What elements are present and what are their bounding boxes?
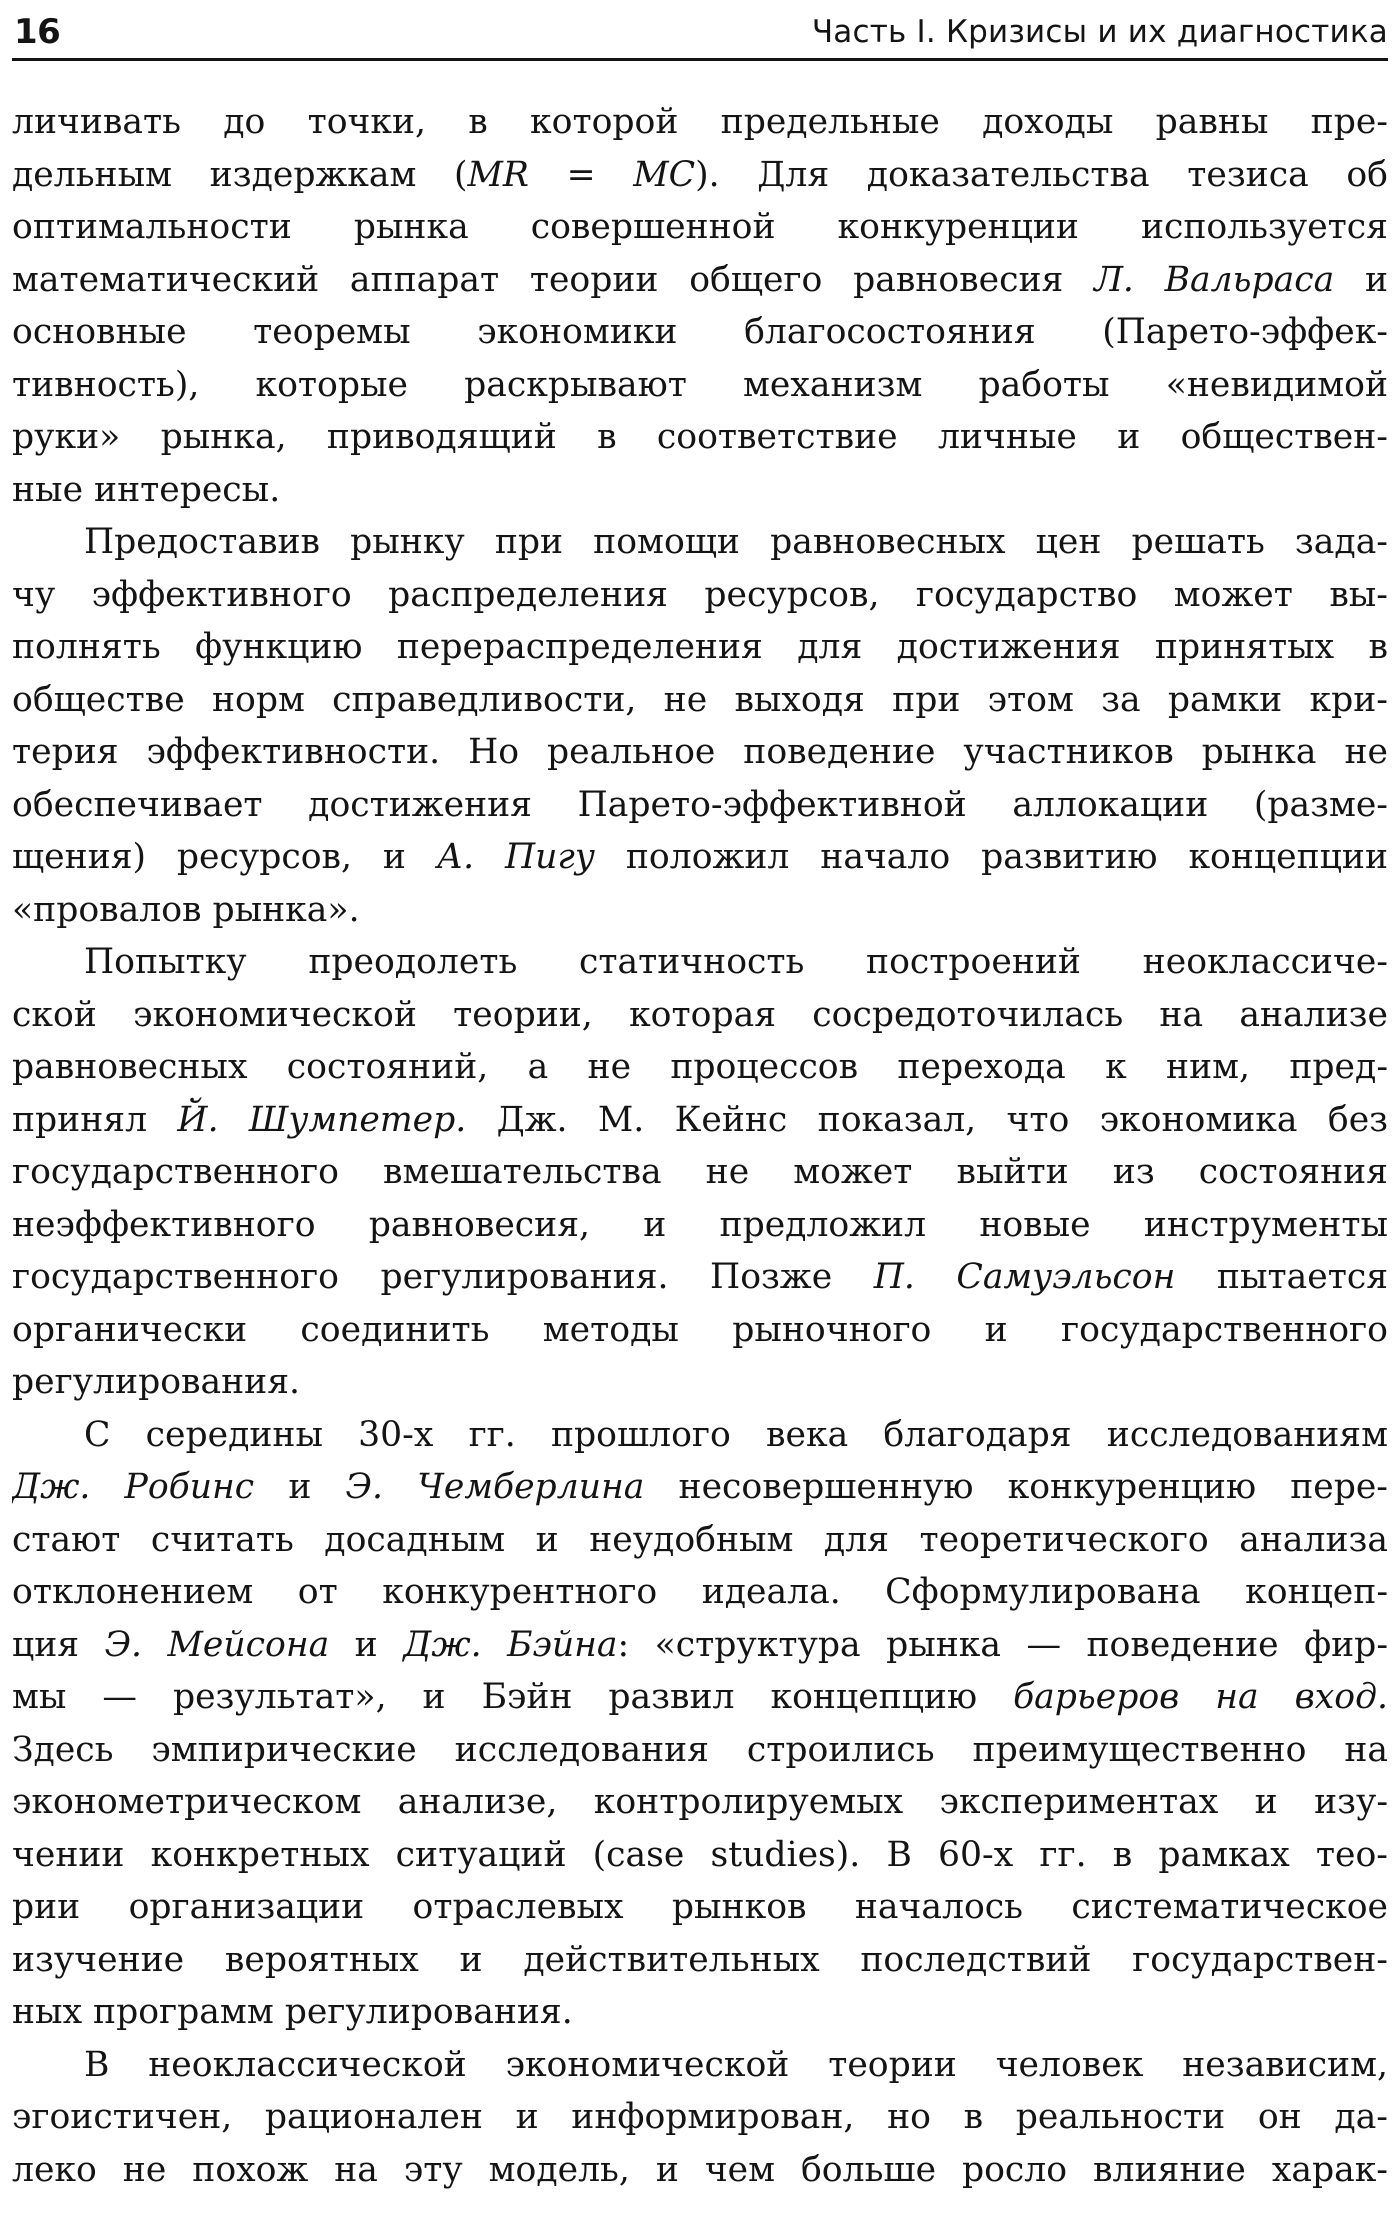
text-line xyxy=(12,674,1388,727)
text-line xyxy=(12,1199,1388,1252)
text-line xyxy=(12,2144,1388,2197)
text-line xyxy=(12,516,1388,569)
text-line xyxy=(12,1776,1388,1829)
running-head: Часть I. Кризисы и их диагностика xyxy=(811,14,1388,50)
text-line xyxy=(12,831,1388,884)
text-line xyxy=(12,1461,1388,1514)
text-span: : «структура рынка — поведение фир- xyxy=(617,1624,1388,1665)
text-line xyxy=(12,884,1388,937)
text-span: математический аппарат теории общего равновесия xyxy=(12,259,1095,300)
text-span: регулирования. xyxy=(12,1362,301,1402)
text-span: Здесь эмпирические исследования строились преимущественно на xyxy=(12,1729,1388,1770)
text-span: государственного вмешательства не может выйти из состояния xyxy=(12,1152,1388,1192)
italic-name-span: Л. Вальраса xyxy=(1094,259,1335,300)
text-line xyxy=(12,1671,1388,1724)
italic-name-span: MR = MC xyxy=(467,154,696,195)
italic-name-span: Дж. Бэйна xyxy=(403,1624,618,1665)
text-line xyxy=(12,1724,1388,1777)
text-span: эгоистичен, рационален и информирован, но в реальности он да- xyxy=(12,2097,1388,2137)
text-span: обществе норм справедливости, не выходя при этом за рамки кри- xyxy=(12,679,1388,720)
text-line xyxy=(12,1619,1388,1672)
text-span: неэффективного равновесия, и предложил новые инструменты xyxy=(12,1204,1388,1245)
text-line xyxy=(12,2091,1388,2144)
text-span: рии организации отраслевых рынков началось систематическое xyxy=(12,1887,1388,1927)
text-span: дельным издержкам ( xyxy=(12,154,468,195)
text-span: щения) ресурсов, и xyxy=(12,837,437,877)
text-span: несовершенную конкуренцию пере- xyxy=(644,1467,1388,1507)
text-line xyxy=(12,2039,1388,2092)
text-span: леко не похож на эту модель, и чем больше росло влияние харак- xyxy=(12,2149,1388,2190)
text-span: изучение вероятных и действительных последствий государствен- xyxy=(12,1939,1388,1980)
text-span: ской экономической теории, которая сосредоточилась на анализе xyxy=(12,994,1388,1035)
text-line xyxy=(12,1881,1388,1934)
text-line xyxy=(12,1829,1388,1882)
text-line xyxy=(12,464,1388,517)
text-line xyxy=(12,936,1388,989)
text-span: ция xyxy=(12,1624,105,1665)
text-span: положил начало развитию концепции xyxy=(594,837,1388,877)
text-line xyxy=(12,1356,1388,1409)
text-line xyxy=(12,1514,1388,1567)
italic-name-span: Й. Шумпетер. xyxy=(177,1099,467,1140)
text-span: ных программ регулирования. xyxy=(12,1992,573,2032)
text-span: личивать до точки, в которой предельные доходы равны пре- xyxy=(12,102,1388,142)
text-span: Предоставив рынку при помощи равновесных цен решать зада- xyxy=(84,522,1388,562)
text-span: В неоклассической экономической теории человек независим, xyxy=(84,2044,1388,2085)
text-span: Дж. М. Кейнс показал, что экономика без xyxy=(466,1099,1388,1140)
text-line xyxy=(12,1986,1388,2039)
text-line xyxy=(12,779,1388,832)
text-span: мы — результат», и Бэйн развил концепцию xyxy=(12,1677,1014,1717)
text-line xyxy=(12,149,1388,202)
text-span: органически соединить методы рыночного и государственного xyxy=(12,1309,1388,1350)
text-line xyxy=(12,359,1388,412)
page-number: 16 xyxy=(14,12,61,52)
text-line xyxy=(12,201,1388,254)
text-span: С середины 30-х гг. прошлого века благодаря исследованиям xyxy=(84,1414,1388,1455)
text-span: чу эффективного распределения ресурсов, государство может вы- xyxy=(12,574,1388,615)
text-span: и xyxy=(1334,259,1388,300)
text-span: равновесных состояний, а не процессов перехода к ним, пред- xyxy=(12,1047,1388,1087)
text-span: ные интересы. xyxy=(12,469,281,510)
italic-name-span: А. Пигу xyxy=(436,837,595,877)
text-span: пытается xyxy=(1175,1257,1388,1297)
book-page xyxy=(12,0,1388,2214)
text-span: эконометрическом анализе, контролируемых экспериментах и изу- xyxy=(12,1782,1388,1822)
text-line xyxy=(12,569,1388,622)
text-line xyxy=(12,1146,1388,1199)
text-line xyxy=(12,1934,1388,1987)
text-span: «провалов рынка». xyxy=(12,889,360,930)
text-span: оптимальности рынка совершенной конкуренции используется xyxy=(12,207,1388,247)
italic-name-span: Э. Мейсона xyxy=(104,1624,330,1665)
text-span: и xyxy=(254,1467,346,1507)
text-line xyxy=(12,1409,1388,1462)
text-span: стают считать досадным и неудобным для теоретического анализа xyxy=(12,1519,1388,1560)
text-span: государственного регулирования. Позже xyxy=(12,1257,874,1297)
text-span: и xyxy=(329,1624,404,1665)
text-span: принял xyxy=(12,1099,178,1140)
text-line xyxy=(12,306,1388,359)
text-line xyxy=(12,1041,1388,1094)
text-line xyxy=(12,989,1388,1042)
text-span: полнять функцию перераспределения для достижения принятых в xyxy=(12,627,1388,667)
text-span: руки» рынка, приводящий в соответствие личные и обществен- xyxy=(12,417,1388,457)
text-span: терия эффективности. Но реальное поведение участников рынка не xyxy=(12,732,1388,772)
text-line xyxy=(12,411,1388,464)
italic-name-span: Э. Чемберлина xyxy=(345,1467,645,1507)
text-span: основные теоремы экономики благосостояния (Парето-эффек- xyxy=(12,312,1388,352)
text-line xyxy=(12,96,1388,149)
italic-name-span: П. Самуэльсон xyxy=(873,1257,1176,1297)
text-line xyxy=(12,1566,1388,1619)
text-line xyxy=(12,1094,1388,1147)
italic-name-span: барьеров на вход. xyxy=(1013,1677,1388,1717)
text-line xyxy=(12,1304,1388,1357)
text-span: ). Для доказательства тезиса об xyxy=(695,154,1388,195)
text-line xyxy=(12,1251,1388,1304)
text-span: Попытку преодолеть статичность построений неоклассиче- xyxy=(84,942,1388,982)
text-span: тивность), которые раскрывают механизм работы «невидимой xyxy=(12,364,1388,405)
text-line xyxy=(12,621,1388,674)
italic-name-span: Дж. Робинс xyxy=(12,1467,255,1507)
text-line xyxy=(12,254,1388,307)
page-header xyxy=(12,8,1388,61)
body-text xyxy=(12,96,1388,2196)
text-span: чении конкретных ситуаций (case studies). В 60-х гг. в рамках тео- xyxy=(12,1834,1388,1875)
text-span: обеспечивает достижения Парето-эффективной аллокации (разме- xyxy=(12,784,1388,825)
text-span: отклонением от конкурентного идеала. Сформулирована концеп- xyxy=(12,1572,1388,1612)
text-line xyxy=(12,726,1388,779)
